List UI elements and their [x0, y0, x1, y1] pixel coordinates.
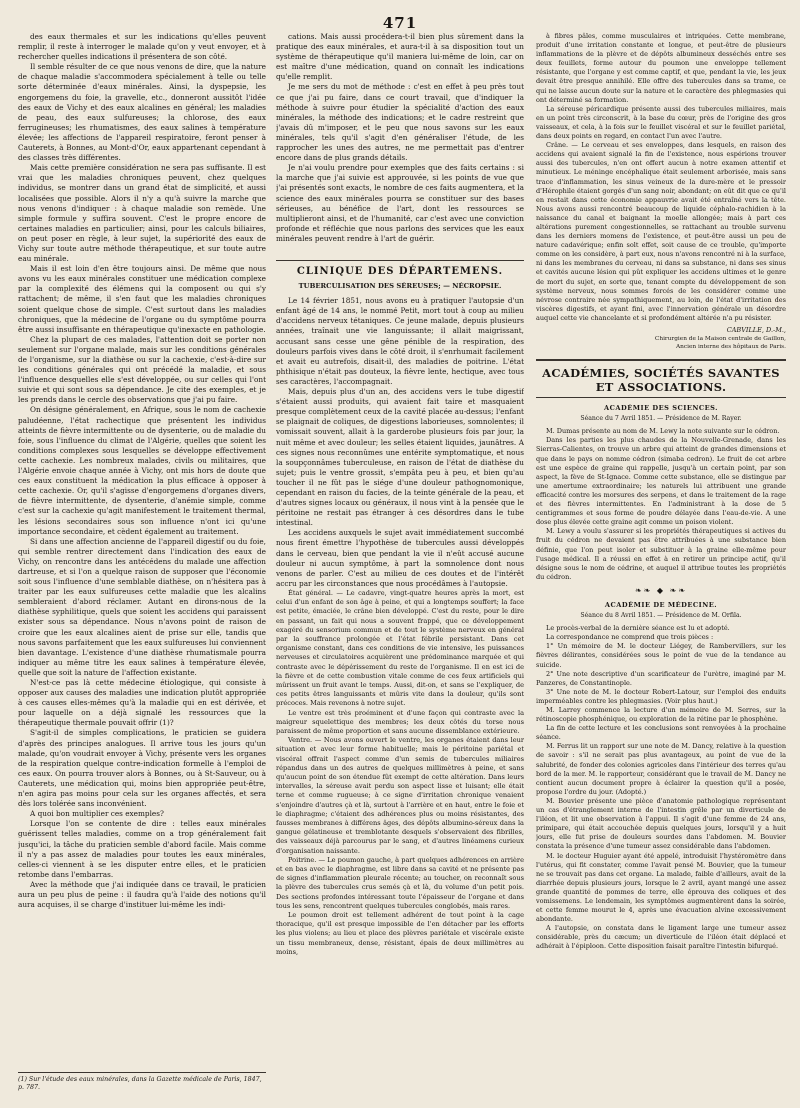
- paragraph: A l'autopsie, on constata dans le ligament large une tumeur assez considérable, près du cæcum; un diverticule de l'iléon était déplacé et adhérait à l'épiploon. Cette disposition faisait paraître l'intestin bifurqué.: [536, 924, 786, 951]
- paragraph: M. Dumas présente au nom de M. Lewy la note suivante sur le cédron.: [546, 427, 780, 436]
- paragraph: On désigne généralement, en Afrique, sous le nom de cachexie paludéenne, l'état rachectique que présentent les individus atteints de fièvre intermittente ou de dysenterie, ou de maladie du foie, sous l'influence du climat de l'Algérie, quelles que soient les conditions complexes sous lesquelles se développe effectivement cette cachexie. Les nombreux malades, civils ou militaires, que l'Algérie envoie chaque année à Vichy, ont mis hors de doute que ces eaux constituent la médication la plus efficace à opposer à cette cachexie. Or, qu'il s'agisse d'engorgemens d'organes divers, de fièvre intermittente, de dysenterie, d'anémie simple, comme c'est sur la cachexie qu'agit manifestement le traitement thermal, les lésions secondaires sous son influence n'ont ici qu'une importance secondaire, et cèdent également au traitement.: [18, 405, 266, 536]
- paragraph: La fin de cette lecture et les conclusions sont renvoyées à la prochaine séance.: [536, 724, 786, 742]
- paragraph: M. le docteur Huguier ayant été appelé, introduisit l'hystéromètre dans l'utérus, qui fit constater, comme l'avait pensé M. Bouvier, que la tumeur ne se trouvait pas dans cet organe. La malade, faible d'ailleurs, avait de la diarrhée depuis plusieurs jours, lorsque le 2 avril, ayant mangé une assez grande quantité de pommes de terre, elle éprouva des coliques et des vomissemens. Le lendemain, les symptômes augmentèrent dans la soirée, et cette femme mourut le 4, après une évacuation alvine excessivement abondante.: [536, 851, 786, 924]
- session-date: Séance du 8 Avril 1851. — Présidence de M. Orfila.: [580, 612, 742, 620]
- session-date: Séance du 7 Avril 1851. — Présidence de M. Rayer.: [580, 415, 742, 423]
- paragraph: Il semble résulter de ce que nous venons de dire, que la nature de chaque maladie s'accommodera spécialement à telle ou telle sorte déterminée d'eaux minérales. Ainsi, la dyspepsie, les engorgemens du foie, la gravelle, etc., donneront aussitôt l'idée des eaux de Vichy et des eaux alcalines en général; les maladies de peau, des eaux sulfureuses; la chlorose, des eaux ferrugineuses; les rhumatismes, des eaux salines à température élevée; les affections de l'appareil respiratoire, feront penser à Cauterets, à Bonnes, au Mont-d'Or, eaux appartenant cependant à des classes très différentes.: [18, 62, 266, 163]
- paragraph: Mais, depuis plus d'un an, des accidens vers le tube digestif s'étaient aussi produits, qui avaient fait taire et masquaient presque complètement ceux de la cavité placée au-dessus; l'enfant se plaignait de coliques, de digestions laborieuses, somnolentes; il vomissait souvent, allait à la garderobe plusieurs fois par jour, la nuit même et avec douleur; les selles étaient liquides, jaunâtres. A ces signes nous reconnûmes une entérite symptomatique, et nous la soupçonnâmes tuberculeuse, en raison de l'état de diathèse du sujet; puis le ventre grossit, s'empâta peu à peu, et bien qu'au toucher il ne fût pas le siége d'une douleur pathognomonique, cependant en raison du facies, de la teinte générale de la peau, et d'autres signes locaux ou généraux, il nous vint à la pensée que le péritoine ne restait pas étranger à ces désordres dans le tube intestinal.: [276, 387, 524, 528]
- author-title: Ancien interne des hôpitaux de Paris.: [675, 344, 786, 351]
- column-2-top: [276, 32, 524, 252]
- paragraph: M. Lewy a voulu s'assurer si les propriétés thérapeutiques si actives du fruit du cédron ne devaient pas être attribuées à une substance bien définie, que l'on peut isoler et substituer à la graine elle-même pour l'usage médical. Il a réussi en effet à en retirer un principe actif, qu'il désigne sous le nom de cédrine, et auquel il attribue toutes les propriétés du cédron.: [536, 527, 786, 581]
- academies-title: ACADÉMIES, SOCIÉTÉS SAVANTES ET ASSOCIATIONS.: [536, 359, 786, 398]
- section-title: CLINIQUE DES DÉPARTEMENS.: [276, 260, 524, 277]
- paragraph: M. Ferrus lit un rapport sur une note de M. Dancy, relative à la question de savoir : s'il ne serait pas plus avantageux, au point de vue de la salubrité, de fonder des colonies agricoles dans l'intérieur des terres qu'au bord de la mer. M. le rapporteur, considérant que le travail de M. Dancy ne contient aucun document propre à éclairer la question qu'il a posée, propose l'ordre du jour. (Adopté.): [536, 742, 786, 796]
- paragraph: Dans les parties les plus chaudes de la Nouvelle-Grenade, dans les Sierras-Calientes, on trouve un arbre qui atteint de grandes dimensions et que dans le pays on nomme cédron (simaba cedron). Le fruit de cet arbre est une espèce de graine qui rappelle, jusqu'à un certain point, par son aspect, la fève de St-Ignace. Comme cette substance, elle se distingue par une amertume extraordinaire; les naturels lui attribuent une grande efficacité contre les morsures des serpens, et dans le traitement de la rage et des fièvres intermittentes. En l'administrant à la dose de 5 centigrammes et sous forme de poudre délayée dans l'eau-de-vie. A une dose plus élevée cette graine agit comme un poison violent.: [536, 436, 786, 527]
- paragraph: Si dans une affection ancienne de l'appareil digestif ou du foie, qui semble rentrer directement dans l'indication des eaux de Vichy, on rencontre dans les antécédens du malade une affection dartreuse, et si l'on a quelque raison de supposer que l'économie soit sous l'influence d'une semblable diathèse, on n'hésitera pas à traiter par les eaux sulfureuses cette maladie que les alcalins sembleraient d'abord réclamer. Autant en dirons-nous de la diathèse syphilitique, quels que soient les accidens qui paraissent exister sous sa dépendance. Nous n'avons point de raison de croire que les eaux alcalines aient de prise sur elle, tandis que nous savons parfaitement que les eaux sulfureuses lui conviennent bien davantage. L'existence d'une diathèse rhumatismale pourra indiquer au même titre les eaux salines à température élevée, quelle que soit la nature de l'affection existante.: [18, 536, 266, 677]
- paragraph: S'agit-il de simples complications, le praticien se guidera d'après des principes analogues. Il arrive tous les jours qu'un malade, qu'on voudrait envoyer à Vichy, présente vers les organes de la respiration quelque contre-indication formelle à l'emploi de ces eaux. On pourra trouver alors à Bonnes, ou à St-Sauveur, ou à Cauterets, une médication qui, moins bien appropriée peut-être, n'en agira pas moins pour cela sur les organes affectés, et sera dès lors tolérée sans inconvénient.: [18, 728, 266, 809]
- paragraph: des eaux thermales et sur les indications qu'elles peuvent remplir, il reste à interroger le malade qu'on y veut envoyer, et à rechercher quelles indications il présentera de son côté.: [18, 32, 266, 62]
- paragraph: Poitrine. — Le poumon gauche, à part quelques adhérences en arrière et en bas avec le diaphragme, est libre dans sa cavité et ne présente pas de signes d'inflammation pleurale récente; au toucher, on reconnaît sous la plèvre des tubercules crus semés çà et là, du volume d'un petit pois. Des sections profondes intéressant toute l'épaisseur de l'organe et dans tous les sens, rencontrent quelques tubercules conglobés, mais rares.: [276, 855, 524, 910]
- paragraph: Les accidens auxquels le sujet avait immédiatement succombé nous firent émettre l'hypothèse de tubercules aussi développés dans le cerveau, bien que pendant la vie il n'eût accusé aucune douleur ni aucun symptôme, à part la somnolence dont nous venons de parler. C'est au milieu de ces doutes et de l'intérêt accru par les circonstances que nous procédâmes à l'autopsie.: [276, 528, 524, 588]
- academy-sciences-title: ACADÉMIE DES SCIENCES.: [604, 404, 718, 413]
- paragraph: Lorsque l'on se contente de dire : telles eaux minérales guérissent telles maladies, comme on a trop généralement fait jusqu'ici, la tâche du praticien semble d'abord facile. Mais comme il n'y a pas assez de maladies pour toutes les eaux minérales, celles-ci viennent à se les disputer entre elles, et le praticien retombe dans l'embarras.: [18, 819, 266, 879]
- paragraph: M. Larrey commence la lecture d'un mémoire de M. Serres, sur la rétinoscopie phosphénique, ou exploration de la rétine par le phosphène.: [536, 706, 786, 724]
- paragraph: Le poumon droit est tellement adhérent de tout point à la cage thoracique, qu'il est presque impossible de l'en détacher par les efforts les plus violens; au lieu et place des plèvres pariétale et viscérale existe un tissu membraneux, dense, résistant, épais de deux millimètres au moins,: [276, 911, 524, 956]
- academy-medecine-title: ACADÉMIE DE MÉDECINE.: [604, 600, 718, 609]
- paragraph: Chez la plupart de ces malades, l'attention doit se porter non seulement sur l'organe malade, mais sur les conditions générales de l'organisme, sur la diathèse ou sur la cachexie, c'est-à-dire sur les conditions générales qui ont précédé la maladie, et sous l'influence desquelles elle s'est développée, ou sur celles qui l'ont suivie et qui sont sous sa dépendance. Je cite des exemples, et je les prends dans le cercle des observations que j'ai pu faire.: [18, 334, 266, 405]
- divider-ornament: ❧❧ ◆ ❧❧: [634, 585, 688, 595]
- paragraph: Je me sers du mot de méthode : c'est en effet à peu près tout ce que j'ai pu faire, dans ce court travail, que d'indiquer la méthode à suivre pour étudier la spécialité d'action des eaux minérales, la méthode des indications; et le cadre restreint que j'avais dû m'imposer, et le peu que nous savons sur les eaux minérales, tels qu'il s'agit d'en généraliser l'étude, de les rapprocher les unes des autres, ne me permettait pas d'entrer encore dans de plus grands détails.: [276, 82, 524, 163]
- paragraph: Mais cette première considération ne sera pas suffisante. Il est vrai que les maladies chroniques peuvent, chez quelques individus, se montrer dans un grand état de simplicité, et aussi localisées que possible. Alors il n'y a qu'à suivre la marche que nous venons d'indiquer : à chaque maladie son remède. Une simple formule y suffira souvent. C'est le propre encore de certaines maladies en particulier; ainsi, pour les calculs biliaires, on peut poser en règle, à leur sujet, la supériorité des eaux de Vichy sur toute autre méthode thérapeutique, et sur toute autre eau minérale.: [18, 163, 266, 264]
- paragraph: La correspondance ne comprend que trois pièces :: [546, 633, 714, 642]
- author-signature: CABVILLE, D.-M.,: [726, 326, 786, 334]
- paragraph: La séreuse péricardique présente aussi des tubercules miliaires, mais en un point très circonscrit, à la base du cœur, près de l'origine des gros vaisseaux, et cela, à la fois sur le feuillet viscéral et sur le feuillet pariétal, dans deux points en regard, en contact l'un avec l'autre.: [536, 104, 786, 141]
- paragraph: Mais il est loin d'en être toujours ainsi. De même que nous avons vu les eaux minérales constituer une médication complexe par la complexité des élémens qui la composent ou qui s'y rattachent; de même, il s'en faut que les maladies chroniques soient quelque chose de simple. C'est surtout dans les maladies chroniques, que la médecine de l'organe ou du symptôme pourra être aussi insuffisante en thérapeutique qu'inexacte en pathologie.: [18, 264, 266, 334]
- column-1: [18, 32, 266, 1102]
- page-number: 471: [382, 14, 418, 32]
- paragraph: N'est-ce pas là cette médecine étiologique, qui consiste à opposer aux causes des maladies une indication plutôt appropriée à ces causes elles-mêmes qu'à la maladie qui en est dérivée, et pour laquelle on a déjà signalé les ressources que la thérapeutique thermale pouvait offrir (1)?: [18, 678, 266, 728]
- paragraph: Avec la méthode que j'ai indiquée dans ce travail, le praticien aura un peu plus de peine : il faudra qu'à l'aide des notions qu'il aura acquises, il se charge d'instituer lui-même les indi-: [18, 879, 266, 910]
- paragraph: Je n'ai voulu prendre pour exemples que des faits certains : si la marche que j'ai suivie est approuvée, si les points de vue que j'ai présentés sont exacts, le nombre de ces faits augmentera, et la science des eaux minérales pourra se constituer sur des bases sérieuses, au bénéfice de l'art, dont les ressources se multiplieront ainsi, et de l'humanité, car c'est avec une conviction profonde et réfléchie que nous parlons des services que les eaux minérales peuvent rendre à l'art de guérir.: [276, 163, 524, 243]
- paragraph: 1° Un mémoire de M. le docteur Liégey, de Rambervillers, sur les fièvres délirantes, considérées sous le point de vue de la tendance au suicide.: [536, 642, 786, 669]
- paragraph: Le procès-verbal de la dernière séance est lu et adopté.: [546, 624, 730, 633]
- paragraph: 3° Une note de M. le docteur Robert-Latour, sur l'emploi des enduits imperméables contre les phlegmasies. (Voir plus haut.): [536, 687, 786, 705]
- paragraph: A quoi bon multiplier ces exemples?: [30, 809, 164, 819]
- clinique-section: [276, 252, 524, 1088]
- author-title: Chirurgien de la Maison centrale de Gaillon,: [654, 336, 786, 343]
- section-subtitle: TUBERCULISATION DES SÉREUSES; — NÉCROPSIE.: [298, 282, 502, 291]
- paragraph: à fibres pâles, comme musculaires et intriquées. Cette membrane, produit d'une irritation constante et longue, et peut-être de plusieurs inflammations de la plèvre et de dépôts albumineux desséchés entre ses deux feuillets, forme autour du poumon une enveloppe tellement résistante, que l'organe y est comme captif, et que, pendant la vie, les jeux devait être presque annihilé. Elle offre des tubercules dans sa trame, ce qui ne laisse aucun doute sur la nature et le caractère des phlegmasies qui ont déterminé sa formation.: [536, 32, 786, 104]
- paragraph: 2° Une note descriptive d'un scarificateur de l'urètre, imaginé par M. Panzeres, de Constantinople.: [536, 669, 786, 687]
- paragraph: Ventre. — Nous avons ouvert le ventre, les organes étaient dans leur situation et avec leur forme habituelle; mais le péritoine pariétal et viscéral offrait l'aspect comme d'un semis de tubercules miliaires répandus dans un des autres de quelques millimètres à peine, et sans qu'aucun point de son étendue fût exempt de cette altération. Dans leurs intervalles, la séreuse avait perdu son aspect lisse et luisant; elle était terne et comme rugueuse; à ce signe d'irritation chronique venaient s'enjoindre d'autres çà et là, surtout à l'arrière et en haut, entre le foie et le diaphragme; c'étaient des adhérences plus ou moins résistantes, des fausses membranes à différens âges, des dépôts albumino-séreux dans la gangue gélatineuse et tremblotante desquels s'observaient des fibrilles, des vaisseaux déjà parcourus par le sang, et d'autres linéamens curieux d'organisation naissante.: [276, 736, 524, 855]
- footnote: (1) Sur l'étude des eaux minérales, dans la Gazette médicale de Paris, 1847, p. 787.: [18, 1072, 266, 1092]
- column-3: [536, 32, 786, 1102]
- paragraph: Crâne. — Le cerveau et ses enveloppes, dans lesquels, en raison des accidens qui avaient signalé la fin de l'existence, nous espérions trouver aussi des tubercules, n'en ont offert aucun à notre examen attentif et minutieux. Le méninge encéphalique était seulement arborisée, mais sans trace d'inflammation, les sinus veineux de la dure-mère et le pressoir d'Hérophile étaient gorgés d'un sang noir, abondant; on eût dit que ce qu'il en restait dans cette économie appauvrie avait été entraîné vers la tête. Nous avons aussi rencontré beaucoup de liquide céphalo-rachidien à la naissance du canal et baignant la moelle allongée; mais à part ces altérations purement congestionnelles, se rattachant au trouble survenu dans les derniers momens de l'existence, et peut-être aussi un peu de nature cadavérique; enfin solt effet, soit cause de ce trouble, qu'importe comme on les considère, à part eux, nous n'avons rencontré ni à la surface, ni dans les membranes du cerveau, ni dans sa substance, ni dans ses sinus et cavités aucune lésion qui pût expliquer les accidens ultimes et le genre de mort du sujet, en sorte que, tenant compte du développement de son système nerveux, nous sommes forcés de les considérer comme une névrose contraire née sympathiquement, au loin, de l'état d'irritation des viscères digestifs, et ayant fini, avec l'innervation générale un désordre auquel cette vie chancelante et si profondément altérée n'a pu résister.: [536, 141, 786, 322]
- paragraph: M. Bouvier présente une pièce d'anatomie pathologique représentant un cas d'étranglement interne de l'intestin grêle par un diverticule de l'iléon, et lit une observation à l'appui. Il s'agit d'une femme de 24 ans, primipare, qui était accouchée depuis quelques jours, lorsqu'il y a huit jours, elle fut prise de douleurs sourdes dans l'abdomen. M. Bouvier constata la présence d'une tumeur assez considérable dans l'abdomen.: [536, 796, 786, 851]
- paragraph: Le ventre est très proéminent et d'une façon qui contraste avec la maigreur squelettique des membres; les deux côtés du torse nous paraissent de même proportion et sans aucune dissemblance extérieure.: [276, 708, 524, 735]
- paragraph: Le 14 février 1851, nous avons eu à pratiquer l'autopsie d'un enfant âgé de 14 ans, le nommé Petit, mort tout à coup au milieu d'accidens nerveux tétaniques. Ce jeune malade, depuis plusieurs années, traînait une vie languissante; il allait maigrissant, accusant sans cesse une gêne pénible de la respiration, des douleurs parfois vives dans le côté droit, il s'enrhumait facilement et avait eu autrefois, disait-il, des maladies de poitrine. L'état phthisique n'était pas douteux, la fièvre lente, hectique, avec tous ses caractères, l'accompagnait.: [276, 296, 524, 386]
- paragraph: cations. Mais aussi procédera-t-il bien plus sûrement dans la pratique des eaux minérales, et aura-t-il à sa disposition tout un système de thérapeutique qu'il maniera lui-même de loin, car on est maître d'une médication, quand on connaît les indications qu'elle remplit.: [276, 32, 524, 82]
- paragraph: État général. — Le cadavre, vingt-quatre heures après la mort, est celui d'un enfant de son âge à peine, et qui a longtemps souffert; la face est petite, émaciée, le crâne bien développé. C'est du reste, pour le dire en passant, un fait qui nous a souvent frappé, que ce développement exagéré du sensorium commun et de tout le système nerveux en général par la souffrance prolongée et l'état fébrile persistant. Dans cet organisme constant, dans ces conditions de vie intensive, les puissances nerveuses et circulatoires acquièrent une prédominance marquée et qui contraste avec le dépérissement du reste de l'organisme. Il en est ici de la fièvre et de cette combustion vitale comme de ces feux artificiels qui mûrissent un fruit avant le temps. Aussi, dit-on, et sans se l'expliquer, de ces petits êtres languissants et mûris vite dans la douleur, qu'ils sont précoces. Mais revenons à notre sujet.: [276, 588, 524, 708]
